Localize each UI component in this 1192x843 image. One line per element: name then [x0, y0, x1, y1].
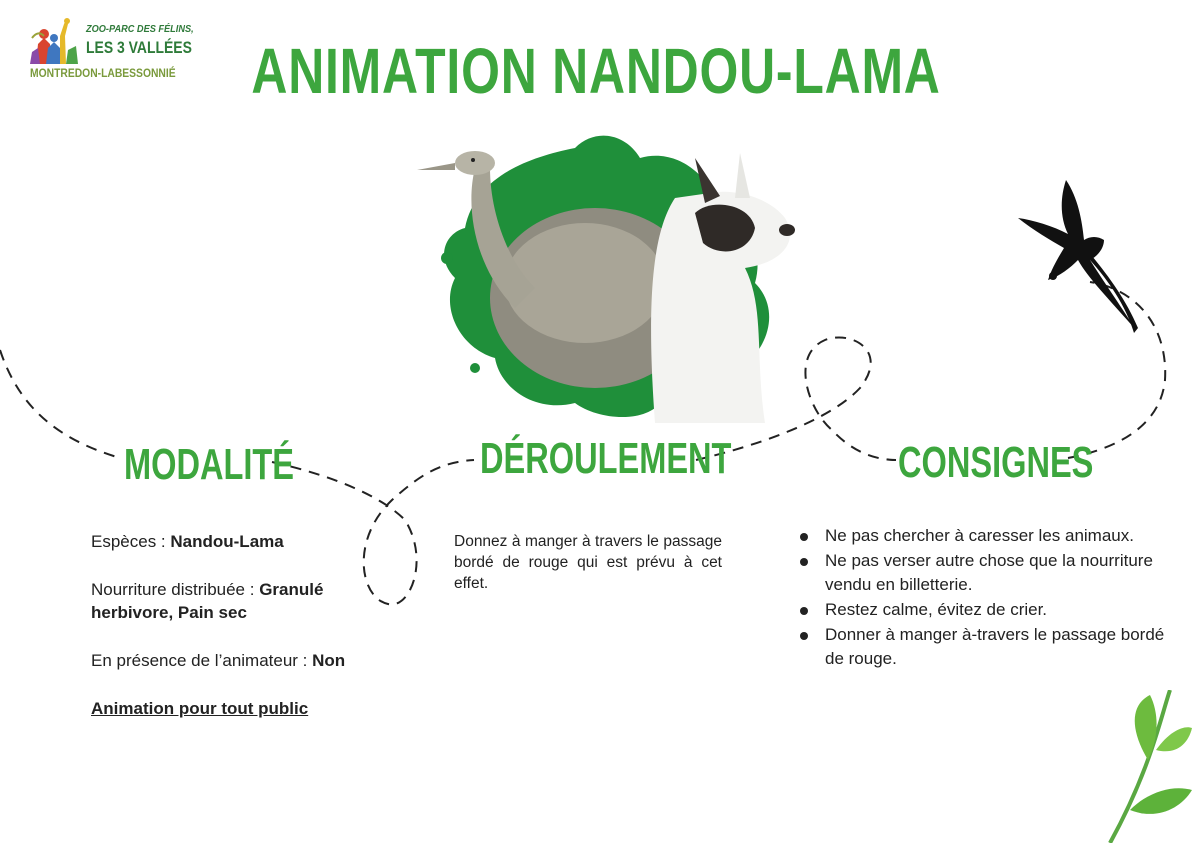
consignes-heading: CONSIGNES [898, 438, 1094, 487]
list-item [798, 623, 1168, 671]
bullet-icon [800, 558, 808, 566]
list-item [798, 598, 1168, 622]
nourriture-value: Granulé herbivore, Pain sec [91, 580, 324, 622]
deroulement-text: Donnez à manger à travers le passage bordé de rouge qui est prévu à cet effet. [454, 533, 722, 592]
list-item [798, 549, 1168, 597]
bullet-icon [800, 632, 808, 640]
logo-line-3: MONTREDON-LABESSONNIÉ [30, 66, 176, 80]
consigne-text: Donner à manger à-travers le passage bordé de rouge. [825, 625, 1165, 668]
consignes-list [798, 524, 1168, 672]
modalite-heading: MODALITÉ [124, 440, 295, 489]
animateur-line [91, 649, 391, 672]
modalite-section [91, 530, 391, 745]
page-title: ANIMATION NANDOU-LAMA [251, 35, 941, 107]
logo-line-1: ZOO-PARC DES FÉLINS, [86, 24, 194, 35]
consigne-text: Ne pas verser autre chose que la nourriture vendu en billetterie. [825, 551, 1153, 594]
especes-line [91, 530, 391, 553]
nourriture-line [91, 578, 391, 624]
animateur-value: Non [312, 651, 346, 670]
list-item [798, 524, 1168, 548]
public-note: Animation pour tout public [91, 699, 309, 718]
consigne-text: Ne pas chercher à caresser les animaux. [825, 526, 1134, 545]
especes-label: Espèces : [91, 532, 171, 551]
rhea-llama-photo [405, 118, 805, 423]
animateur-label: En présence de l’animateur : [91, 651, 313, 670]
bird-silhouette-icon [1008, 168, 1148, 338]
deroulement-heading: DÉROULEMENT [480, 434, 732, 483]
especes-value: Nandou-Lama [170, 532, 284, 551]
nourriture-label: Nourriture distribuée : [91, 580, 260, 599]
logo-line-2: LES 3 VALLÉES [86, 38, 192, 57]
bullet-icon [800, 533, 808, 541]
public-line [91, 697, 391, 720]
leaf-icon [1100, 690, 1192, 843]
consigne-text: Restez calme, évitez de crier. [825, 600, 1048, 619]
bullet-icon [800, 607, 808, 615]
